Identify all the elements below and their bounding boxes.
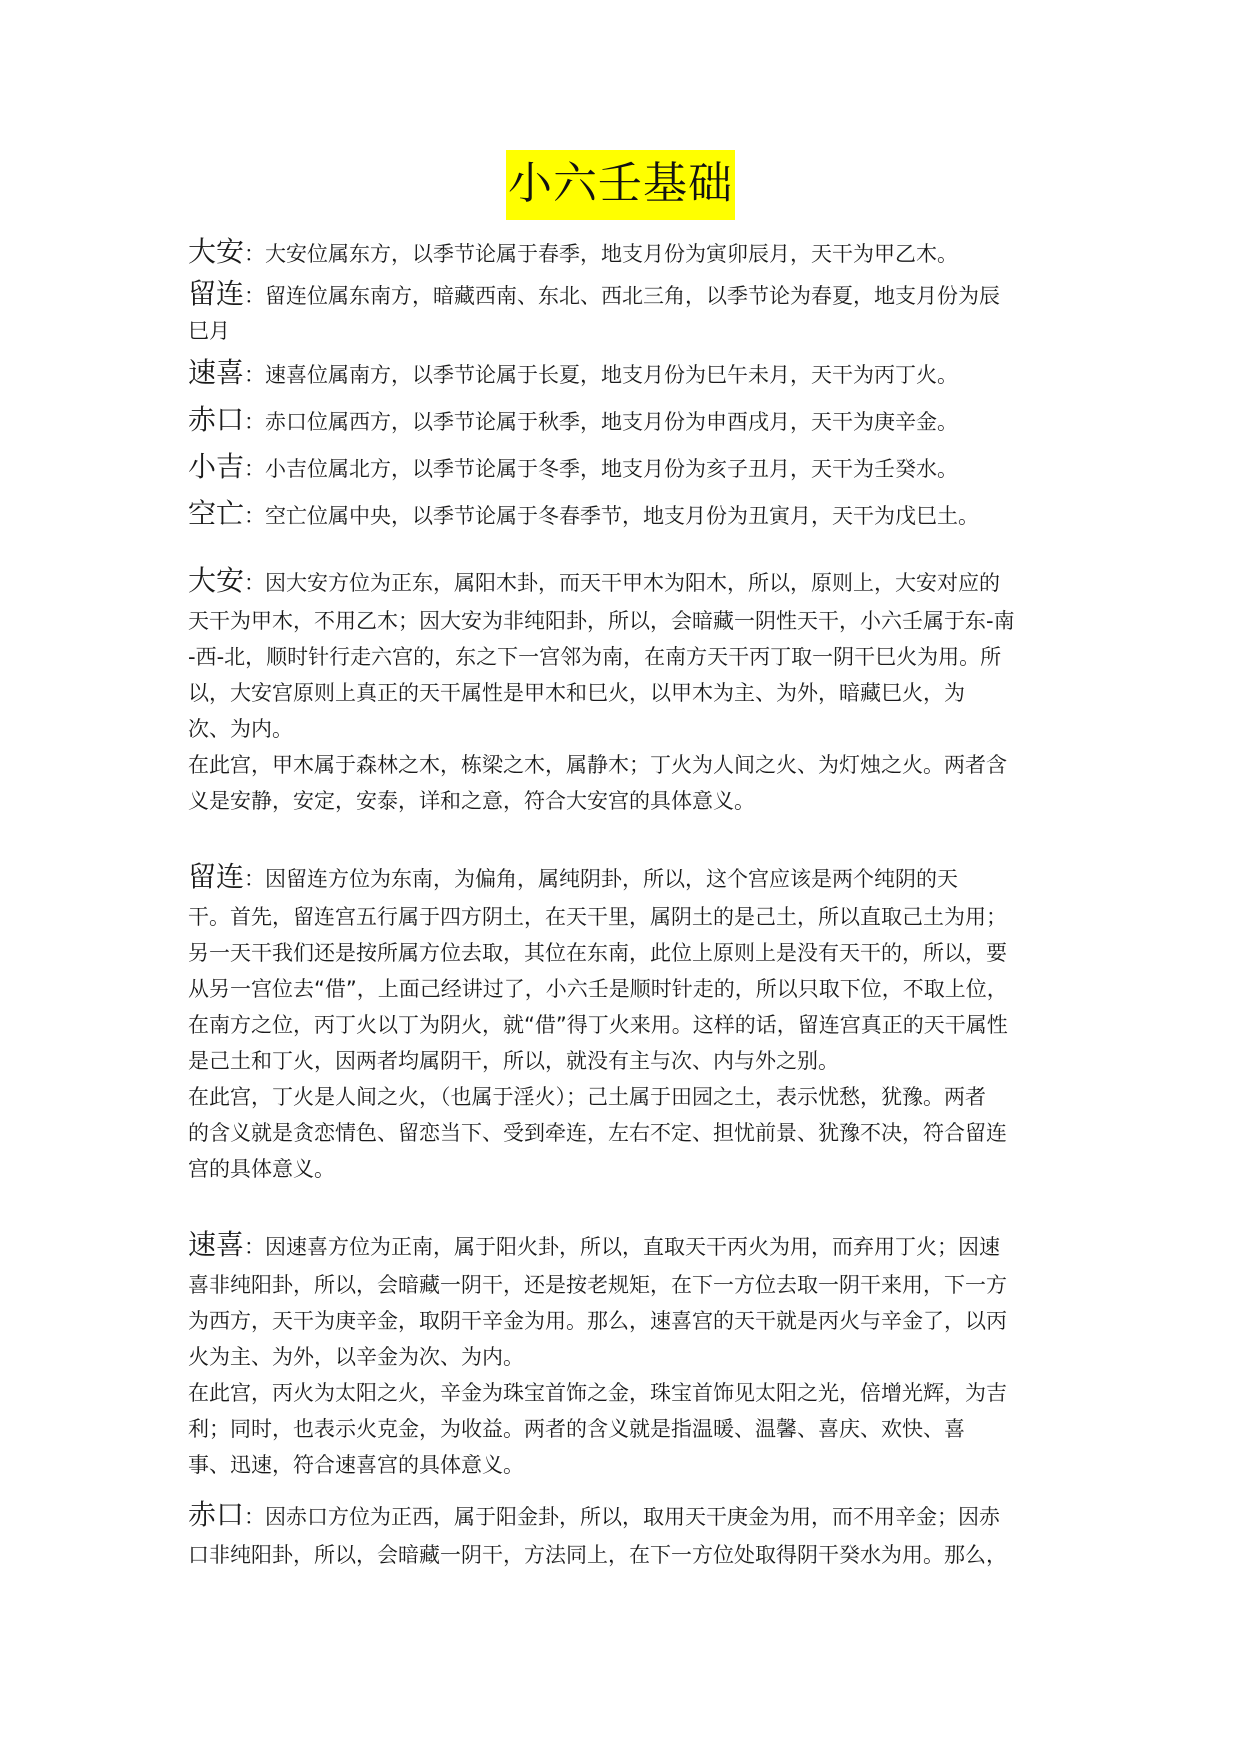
section-line: 义是安静，安定，安泰，详和之意，符合大安宫的具体意义。: [188, 789, 755, 813]
summary-term: 速喜: [188, 356, 245, 389]
section-term: 赤口: [188, 1498, 245, 1531]
summary-text: ：赤口位属西方，以季节论属于秋季，地支月份为申酉戌月，天干为庚辛金。: [244, 410, 959, 434]
section-line: 从另一宫位去“借”，上面己经讲过了，小六壬是顺时针走的，所以只取下位，不取上位，: [188, 977, 1008, 1001]
section-first-line: ：因赤口方位为正西，属于阳金卦，所以，取用天干庚金为用，而不用辛金；因赤: [244, 1505, 1001, 1529]
summary-item: [188, 396, 1056, 443]
summary-text: ：速喜位属南方，以季节论属于长夏，地支月份为巳午未月，天干为丙丁火。: [244, 363, 959, 387]
spacer: [188, 1187, 1056, 1223]
section-line: 喜非纯阳卦，所以，会暗藏一阴干，还是按老规矩，在下一方位去取一阴干来用，下一方: [188, 1273, 1007, 1297]
section-first-line: ：因速喜方位为正南，属于阳火卦，所以，直取天干丙火为用，而弃用丁火；因速: [244, 1235, 1001, 1259]
section-term: 留连: [188, 860, 245, 893]
section-line: 是己土和丁火，因两者均属阴干，所以，就没有主与次、内与外之别。: [188, 1049, 839, 1073]
summary-text: ：大安位属东方，以季节论属于春季，地支月份为寅卯辰月，天干为甲乙木。: [244, 242, 959, 266]
summary-item: [188, 228, 1056, 275]
summary-item: [188, 490, 1056, 537]
section-line: 在此宫，丙火为太阳之火，辛金为珠宝首饰之金，珠宝首饰见太阳之光，倍增光辉，为吉: [188, 1381, 1007, 1405]
summary-item: [188, 275, 1056, 313]
summary-item: [188, 349, 1056, 396]
section-line: 另一天干我们还是按所属方位去取，其位在东南，此位上原则上是没有天干的，所以，要: [188, 941, 1007, 965]
section-line: 干。首先，留连宫五行属于四方阴土，在天干里，属阴土的是己土，所以直取己土为用；: [188, 905, 1007, 929]
page-title: 小六壬基础: [506, 150, 735, 220]
summary-term: 留连: [188, 277, 245, 310]
summary-term: 小吉: [188, 450, 245, 483]
section-heading-line: [188, 559, 1056, 603]
section-line: 在南方之位，丙丁火以丁为阴火，就“借”得丁火来用。这样的话，留连宫真正的天干属性: [188, 1013, 1008, 1037]
section-line: 口非纯阳卦，所以，会暗藏一阴干，方法同上，在下一方位处取得阴干癸水为用。那么，: [188, 1543, 1007, 1567]
section-line: 火为主、为外，以辛金为次、为内。: [188, 1345, 524, 1369]
summary-term: 赤口: [188, 403, 245, 436]
section-line: 在此宫，甲木属于森林之木，栋梁之木，属静木；丁火为人间之火、为灯烛之火。两者含: [188, 753, 1007, 777]
spacer: [188, 537, 1056, 559]
summary-text: ：留连位属东南方，暗藏西南、东北、西北三角，以季节论为春夏，地支月份为辰: [244, 284, 1001, 308]
section-term: 速喜: [188, 1228, 245, 1261]
summary-text: ：空亡位属中央，以季节论属于冬春季节，地支月份为丑寅月，天干为戊巳土。: [244, 504, 980, 528]
section-first-line: ：因留连方位为东南，为偏角，属纯阴卦，所以，这个宫应该是两个纯阴的天: [244, 867, 959, 891]
section-line: 为西方，天干为庚辛金，取阴干辛金为用。那么，速喜宫的天干就是丙火与辛金了，以丙: [188, 1309, 1007, 1333]
summary-continuation: 巳月: [188, 319, 230, 343]
section-line: 利；同时，也表示火克金，为收益。两者的含义就是指温暖、温馨、喜庆、欢快、喜: [188, 1417, 965, 1441]
section-line: 在此宫，丁火是人间之火，（也属于淫火）；己土属于田园之土，表示忧愁，犹豫。两者: [188, 1085, 986, 1109]
section-line: 以，大安宫原则上真正的天干属性是甲木和巳火，以甲木为主、为外，暗藏巳火，为: [188, 681, 965, 705]
document-body: [188, 228, 1056, 1573]
summary-text: ：小吉位属北方，以季节论属于冬季，地支月份为亥子丑月，天干为壬癸水。: [244, 457, 959, 481]
section-term: 大安: [188, 564, 245, 597]
section-first-line: ：因大安方位为正东，属阳木卦，而天干甲木为阳木，所以，原则上，大安对应的: [244, 571, 1001, 595]
section-line: 次、为内。: [188, 717, 293, 741]
section-line: 的含义就是贪恋情色、留恋当下、受到牵连，左右不定、担忧前景、犹豫不决，符合留连: [188, 1121, 1007, 1145]
section-line: -西-北，顺时针行走六宫的，东之下一宫邻为南，在南方天干丙丁取一阴干巳火为用。所: [188, 645, 1002, 669]
spacer: [188, 1483, 1056, 1493]
summary-term: 大安: [188, 235, 245, 268]
section-line: 宫的具体意义。: [188, 1157, 335, 1181]
section-heading-line: [188, 855, 1056, 899]
section-line: 事、迅速，符合速喜宫的具体意义。: [188, 1453, 524, 1477]
spacer: [188, 819, 1056, 855]
summary-term: 空亡: [188, 497, 245, 530]
section-heading-line: [188, 1493, 1056, 1537]
section-heading-line: [188, 1223, 1056, 1267]
summary-item: [188, 443, 1056, 490]
title-wrap: [0, 150, 1241, 220]
section-line: 天干为甲木，不用乙木；因大安为非纯阳卦，所以，会暗藏一阴性天干，小六壬属于东-南: [188, 609, 1015, 633]
